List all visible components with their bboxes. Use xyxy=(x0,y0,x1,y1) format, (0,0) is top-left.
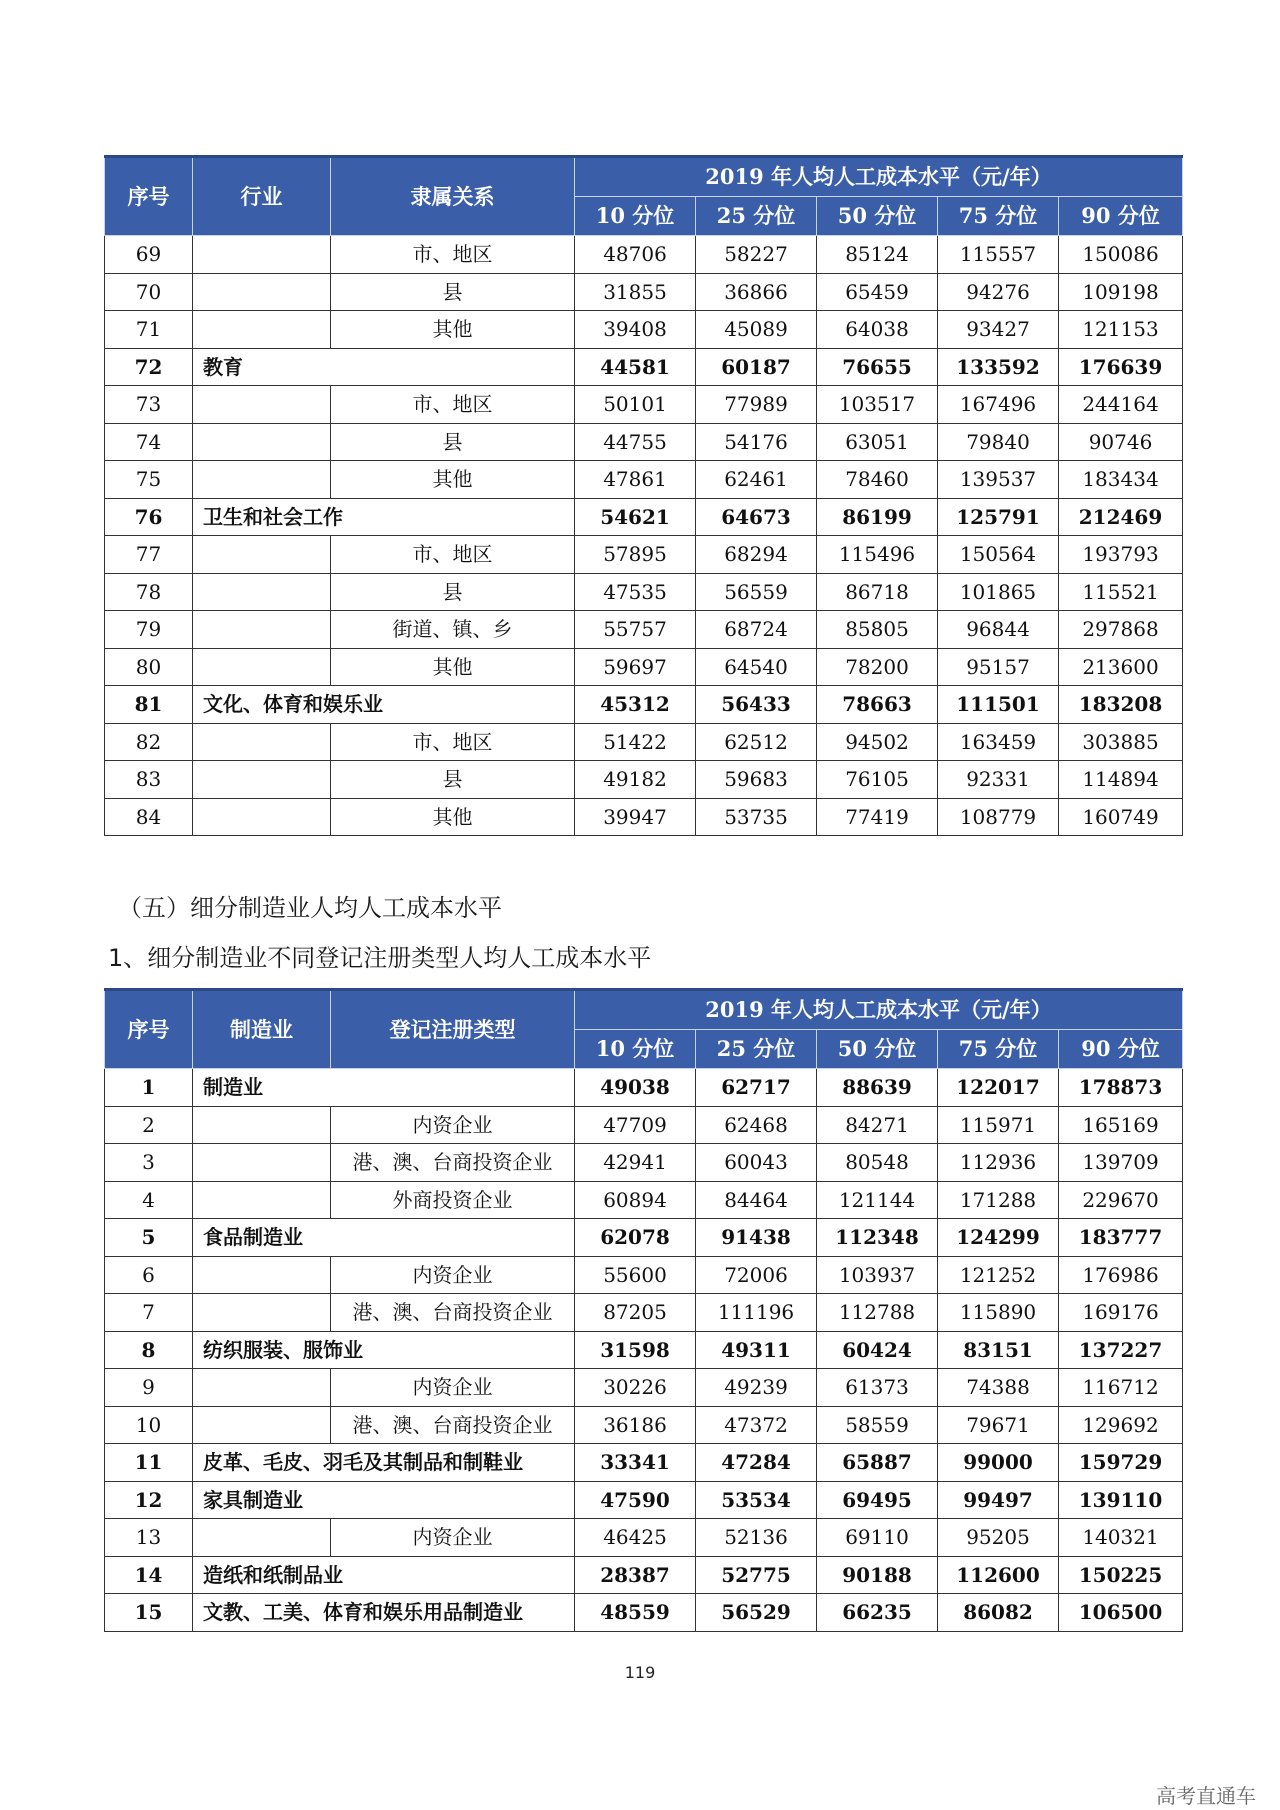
row-value-p25: 64540 xyxy=(696,648,817,686)
row-value-p10: 31855 xyxy=(575,273,696,311)
row-value-p10: 55600 xyxy=(575,1256,696,1294)
row-subcategory: 县 xyxy=(331,573,575,611)
row-value-p25: 54176 xyxy=(696,423,817,461)
row-subcategory: 县 xyxy=(331,423,575,461)
row-industry: 纺织服装、服饰业 xyxy=(193,1331,575,1369)
row-value-p50: 77419 xyxy=(817,798,938,836)
row-value-p25: 68294 xyxy=(696,536,817,574)
row-value-p90: 193793 xyxy=(1059,536,1183,574)
row-industry-empty xyxy=(193,761,331,799)
row-value-p50: 64038 xyxy=(817,311,938,349)
row-industry-empty xyxy=(193,311,331,349)
table-row xyxy=(105,1069,1183,1107)
row-value-p50: 78460 xyxy=(817,461,938,499)
table-row xyxy=(105,1256,1183,1294)
row-industry-empty xyxy=(193,273,331,311)
header-p25: 25 分位 xyxy=(696,197,817,236)
table-row xyxy=(105,536,1183,574)
row-industry-empty xyxy=(193,1181,331,1219)
row-subcategory: 内资企业 xyxy=(331,1369,575,1407)
table-row xyxy=(105,1594,1183,1632)
table-row xyxy=(105,798,1183,836)
row-seq: 74 xyxy=(105,423,193,461)
row-value-p25: 84464 xyxy=(696,1181,817,1219)
row-value-p10: 28387 xyxy=(575,1556,696,1594)
row-seq: 14 xyxy=(105,1556,193,1594)
row-value-p10: 42941 xyxy=(575,1144,696,1182)
row-industry-empty xyxy=(193,1144,331,1182)
row-value-p10: 59697 xyxy=(575,648,696,686)
row-value-p75: 83151 xyxy=(938,1331,1059,1369)
row-value-p10: 54621 xyxy=(575,498,696,536)
row-seq: 9 xyxy=(105,1369,193,1407)
row-seq: 10 xyxy=(105,1406,193,1444)
row-value-p75: 115557 xyxy=(938,236,1059,274)
section-title: （五）细分制造业人均人工成本水平 xyxy=(118,894,502,922)
row-value-p10: 44581 xyxy=(575,348,696,386)
row-value-p90: 116712 xyxy=(1059,1369,1183,1407)
row-industry: 食品制造业 xyxy=(193,1219,575,1257)
row-value-p25: 47284 xyxy=(696,1444,817,1482)
table-row xyxy=(105,1144,1183,1182)
row-value-p10: 60894 xyxy=(575,1181,696,1219)
row-value-p10: 48559 xyxy=(575,1594,696,1632)
row-industry-empty xyxy=(193,648,331,686)
row-subcategory: 港、澳、台商投资企业 xyxy=(331,1294,575,1332)
row-value-p25: 56559 xyxy=(696,573,817,611)
row-value-p50: 65459 xyxy=(817,273,938,311)
row-seq: 78 xyxy=(105,573,193,611)
row-value-p50: 121144 xyxy=(817,1181,938,1219)
row-industry-empty xyxy=(193,798,331,836)
row-value-p25: 52775 xyxy=(696,1556,817,1594)
row-value-p10: 47535 xyxy=(575,573,696,611)
row-value-p75: 74388 xyxy=(938,1369,1059,1407)
row-seq: 72 xyxy=(105,348,193,386)
row-value-p75: 95157 xyxy=(938,648,1059,686)
row-value-p75: 163459 xyxy=(938,723,1059,761)
row-subcategory: 市、地区 xyxy=(331,236,575,274)
row-value-p90: 114894 xyxy=(1059,761,1183,799)
row-value-p75: 171288 xyxy=(938,1181,1059,1219)
row-value-p75: 96844 xyxy=(938,611,1059,649)
row-seq: 3 xyxy=(105,1144,193,1182)
row-value-p90: 297868 xyxy=(1059,611,1183,649)
row-value-p90: 139709 xyxy=(1059,1144,1183,1182)
row-subcategory: 其他 xyxy=(331,311,575,349)
row-value-p90: 150086 xyxy=(1059,236,1183,274)
row-value-p90: 106500 xyxy=(1059,1594,1183,1632)
table-row xyxy=(105,648,1183,686)
row-industry-empty xyxy=(193,1406,331,1444)
watermark-text: 高考直通车 xyxy=(1156,1784,1256,1808)
row-value-p50: 76105 xyxy=(817,761,938,799)
row-value-p90: 129692 xyxy=(1059,1406,1183,1444)
row-subcategory: 市、地区 xyxy=(331,386,575,424)
row-value-p75: 99000 xyxy=(938,1444,1059,1482)
row-subcategory: 其他 xyxy=(331,648,575,686)
row-value-p10: 57895 xyxy=(575,536,696,574)
row-industry-empty xyxy=(193,1294,331,1332)
row-industry-empty xyxy=(193,573,331,611)
row-value-p90: 176639 xyxy=(1059,348,1183,386)
row-seq: 12 xyxy=(105,1481,193,1519)
row-seq: 82 xyxy=(105,723,193,761)
row-value-p90: 303885 xyxy=(1059,723,1183,761)
row-industry-empty xyxy=(193,1369,331,1407)
row-value-p90: 109198 xyxy=(1059,273,1183,311)
row-seq: 79 xyxy=(105,611,193,649)
row-value-p75: 121252 xyxy=(938,1256,1059,1294)
row-value-p90: 165169 xyxy=(1059,1106,1183,1144)
row-seq: 71 xyxy=(105,311,193,349)
table-row xyxy=(105,386,1183,424)
table-body xyxy=(105,236,1183,836)
table-row xyxy=(105,1556,1183,1594)
row-value-p10: 46425 xyxy=(575,1519,696,1557)
row-value-p90: 121153 xyxy=(1059,311,1183,349)
row-value-p10: 39408 xyxy=(575,311,696,349)
row-industry-empty xyxy=(193,723,331,761)
row-value-p75: 112936 xyxy=(938,1144,1059,1182)
table-row xyxy=(105,573,1183,611)
row-value-p90: 183208 xyxy=(1059,686,1183,724)
row-value-p90: 183434 xyxy=(1059,461,1183,499)
row-value-p75: 139537 xyxy=(938,461,1059,499)
header-group: 2019 年人均人工成本水平（元/年） xyxy=(575,157,1183,197)
row-seq: 8 xyxy=(105,1331,193,1369)
row-value-p10: 51422 xyxy=(575,723,696,761)
header-relation: 登记注册类型 xyxy=(331,990,575,1069)
row-value-p90: 183777 xyxy=(1059,1219,1183,1257)
row-value-p90: 212469 xyxy=(1059,498,1183,536)
row-subcategory: 港、澳、台商投资企业 xyxy=(331,1144,575,1182)
row-value-p25: 36866 xyxy=(696,273,817,311)
row-value-p50: 112788 xyxy=(817,1294,938,1332)
row-subcategory: 街道、镇、乡 xyxy=(331,611,575,649)
row-seq: 69 xyxy=(105,236,193,274)
row-industry-empty xyxy=(193,1256,331,1294)
table-row xyxy=(105,236,1183,274)
table-row xyxy=(105,1444,1183,1482)
header-p75: 75 分位 xyxy=(938,1030,1059,1069)
row-value-p90: 115521 xyxy=(1059,573,1183,611)
table-row xyxy=(105,311,1183,349)
row-subcategory: 县 xyxy=(331,761,575,799)
row-value-p25: 62717 xyxy=(696,1069,817,1107)
row-value-p10: 48706 xyxy=(575,236,696,274)
row-value-p90: 140321 xyxy=(1059,1519,1183,1557)
header-p50: 50 分位 xyxy=(817,197,938,236)
row-value-p10: 45312 xyxy=(575,686,696,724)
row-value-p10: 44755 xyxy=(575,423,696,461)
row-value-p90: 169176 xyxy=(1059,1294,1183,1332)
row-industry-empty xyxy=(193,1106,331,1144)
row-value-p50: 69110 xyxy=(817,1519,938,1557)
row-value-p50: 58559 xyxy=(817,1406,938,1444)
row-value-p75: 79671 xyxy=(938,1406,1059,1444)
row-seq: 83 xyxy=(105,761,193,799)
row-value-p25: 47372 xyxy=(696,1406,817,1444)
row-value-p10: 62078 xyxy=(575,1219,696,1257)
row-value-p10: 39947 xyxy=(575,798,696,836)
row-value-p25: 45089 xyxy=(696,311,817,349)
table-row xyxy=(105,1519,1183,1557)
row-seq: 11 xyxy=(105,1444,193,1482)
row-value-p50: 88639 xyxy=(817,1069,938,1107)
table-row xyxy=(105,273,1183,311)
header-relation: 隶属关系 xyxy=(331,157,575,236)
row-seq: 80 xyxy=(105,648,193,686)
row-value-p10: 47590 xyxy=(575,1481,696,1519)
row-value-p90: 244164 xyxy=(1059,386,1183,424)
row-seq: 13 xyxy=(105,1519,193,1557)
row-value-p10: 49182 xyxy=(575,761,696,799)
table-row xyxy=(105,1181,1183,1219)
row-value-p50: 86718 xyxy=(817,573,938,611)
row-subcategory: 其他 xyxy=(331,798,575,836)
table-row xyxy=(105,1331,1183,1369)
row-industry-empty xyxy=(193,536,331,574)
row-value-p75: 95205 xyxy=(938,1519,1059,1557)
row-seq: 84 xyxy=(105,798,193,836)
row-subcategory: 港、澳、台商投资企业 xyxy=(331,1406,575,1444)
row-value-p10: 49038 xyxy=(575,1069,696,1107)
row-industry: 文化、体育和娱乐业 xyxy=(193,686,575,724)
page-number: 119 xyxy=(624,1663,656,1682)
row-seq: 77 xyxy=(105,536,193,574)
table-row xyxy=(105,611,1183,649)
row-value-p90: 176986 xyxy=(1059,1256,1183,1294)
header-seq: 序号 xyxy=(105,157,193,236)
row-value-p75: 94276 xyxy=(938,273,1059,311)
row-seq: 81 xyxy=(105,686,193,724)
row-value-p90: 159729 xyxy=(1059,1444,1183,1482)
row-value-p10: 50101 xyxy=(575,386,696,424)
row-value-p50: 84271 xyxy=(817,1106,938,1144)
row-seq: 4 xyxy=(105,1181,193,1219)
row-seq: 76 xyxy=(105,498,193,536)
header-seq: 序号 xyxy=(105,990,193,1069)
row-value-p50: 115496 xyxy=(817,536,938,574)
row-value-p25: 49239 xyxy=(696,1369,817,1407)
row-industry-empty xyxy=(193,236,331,274)
row-value-p75: 79840 xyxy=(938,423,1059,461)
row-value-p90: 213600 xyxy=(1059,648,1183,686)
header-p25: 25 分位 xyxy=(696,1030,817,1069)
row-seq: 75 xyxy=(105,461,193,499)
table-row xyxy=(105,1294,1183,1332)
row-value-p90: 178873 xyxy=(1059,1069,1183,1107)
row-value-p75: 115971 xyxy=(938,1106,1059,1144)
row-seq: 7 xyxy=(105,1294,193,1332)
row-value-p75: 133592 xyxy=(938,348,1059,386)
row-value-p50: 103517 xyxy=(817,386,938,424)
table-row xyxy=(105,723,1183,761)
header-industry: 行业 xyxy=(193,157,331,236)
row-industry-empty xyxy=(193,611,331,649)
row-value-p75: 122017 xyxy=(938,1069,1059,1107)
row-subcategory: 外商投资企业 xyxy=(331,1181,575,1219)
row-value-p90: 137227 xyxy=(1059,1331,1183,1369)
row-value-p75: 150564 xyxy=(938,536,1059,574)
row-value-p25: 77989 xyxy=(696,386,817,424)
row-value-p50: 78200 xyxy=(817,648,938,686)
row-value-p25: 62468 xyxy=(696,1106,817,1144)
table-row xyxy=(105,1106,1183,1144)
row-value-p25: 60187 xyxy=(696,348,817,386)
row-industry-empty xyxy=(193,1519,331,1557)
row-value-p75: 124299 xyxy=(938,1219,1059,1257)
row-value-p75: 111501 xyxy=(938,686,1059,724)
row-value-p10: 47709 xyxy=(575,1106,696,1144)
row-value-p50: 85805 xyxy=(817,611,938,649)
header-p10: 10 分位 xyxy=(575,1030,696,1069)
row-value-p25: 56433 xyxy=(696,686,817,724)
row-value-p25: 111196 xyxy=(696,1294,817,1332)
row-value-p90: 229670 xyxy=(1059,1181,1183,1219)
table-row xyxy=(105,1481,1183,1519)
row-value-p50: 112348 xyxy=(817,1219,938,1257)
row-value-p10: 30226 xyxy=(575,1369,696,1407)
row-value-p50: 94502 xyxy=(817,723,938,761)
row-industry-empty xyxy=(193,386,331,424)
row-value-p50: 60424 xyxy=(817,1331,938,1369)
row-value-p10: 33341 xyxy=(575,1444,696,1482)
row-subcategory: 内资企业 xyxy=(331,1256,575,1294)
table-row xyxy=(105,1406,1183,1444)
row-value-p25: 56529 xyxy=(696,1594,817,1632)
table-row xyxy=(105,423,1183,461)
row-value-p10: 36186 xyxy=(575,1406,696,1444)
row-industry: 卫生和社会工作 xyxy=(193,498,575,536)
row-value-p25: 91438 xyxy=(696,1219,817,1257)
row-value-p75: 108779 xyxy=(938,798,1059,836)
row-industry: 文教、工美、体育和娱乐用品制造业 xyxy=(193,1594,575,1632)
row-subcategory: 内资企业 xyxy=(331,1519,575,1557)
row-value-p90: 139110 xyxy=(1059,1481,1183,1519)
row-value-p25: 49311 xyxy=(696,1331,817,1369)
row-value-p10: 87205 xyxy=(575,1294,696,1332)
row-value-p25: 53735 xyxy=(696,798,817,836)
row-value-p75: 125791 xyxy=(938,498,1059,536)
row-subcategory: 市、地区 xyxy=(331,723,575,761)
header-industry: 制造业 xyxy=(193,990,331,1069)
row-industry-empty xyxy=(193,461,331,499)
row-value-p50: 69495 xyxy=(817,1481,938,1519)
row-seq: 6 xyxy=(105,1256,193,1294)
row-value-p50: 90188 xyxy=(817,1556,938,1594)
row-value-p50: 63051 xyxy=(817,423,938,461)
row-seq: 73 xyxy=(105,386,193,424)
section-subtitle: 1、细分制造业不同登记注册类型人均人工成本水平 xyxy=(108,944,652,972)
row-value-p75: 93427 xyxy=(938,311,1059,349)
row-value-p90: 160749 xyxy=(1059,798,1183,836)
row-value-p75: 167496 xyxy=(938,386,1059,424)
row-value-p75: 112600 xyxy=(938,1556,1059,1594)
row-seq: 70 xyxy=(105,273,193,311)
header-p50: 50 分位 xyxy=(817,1030,938,1069)
row-value-p50: 65887 xyxy=(817,1444,938,1482)
row-value-p25: 60043 xyxy=(696,1144,817,1182)
cost-table-manufacturing xyxy=(104,988,1183,1632)
cost-table-industry xyxy=(104,155,1183,836)
row-industry: 皮革、毛皮、羽毛及其制品和制鞋业 xyxy=(193,1444,575,1482)
row-value-p25: 68724 xyxy=(696,611,817,649)
row-value-p25: 62512 xyxy=(696,723,817,761)
row-value-p50: 76655 xyxy=(817,348,938,386)
header-group: 2019 年人均人工成本水平（元/年） xyxy=(575,990,1183,1030)
row-value-p10: 31598 xyxy=(575,1331,696,1369)
row-subcategory: 内资企业 xyxy=(331,1106,575,1144)
table-row xyxy=(105,761,1183,799)
row-industry: 造纸和纸制品业 xyxy=(193,1556,575,1594)
row-value-p50: 61373 xyxy=(817,1369,938,1407)
row-seq: 2 xyxy=(105,1106,193,1144)
row-value-p75: 99497 xyxy=(938,1481,1059,1519)
row-value-p25: 59683 xyxy=(696,761,817,799)
table-row xyxy=(105,498,1183,536)
row-value-p50: 66235 xyxy=(817,1594,938,1632)
table-row xyxy=(105,1369,1183,1407)
row-industry: 制造业 xyxy=(193,1069,575,1107)
row-value-p50: 86199 xyxy=(817,498,938,536)
row-seq: 5 xyxy=(105,1219,193,1257)
row-seq: 1 xyxy=(105,1069,193,1107)
row-industry: 家具制造业 xyxy=(193,1481,575,1519)
table-row xyxy=(105,461,1183,499)
header-p75: 75 分位 xyxy=(938,197,1059,236)
header-p10: 10 分位 xyxy=(575,197,696,236)
table-body xyxy=(105,1069,1183,1632)
row-value-p25: 53534 xyxy=(696,1481,817,1519)
table-row xyxy=(105,686,1183,724)
row-value-p75: 101865 xyxy=(938,573,1059,611)
row-value-p25: 72006 xyxy=(696,1256,817,1294)
table-row xyxy=(105,348,1183,386)
row-industry-empty xyxy=(193,423,331,461)
row-value-p10: 55757 xyxy=(575,611,696,649)
table-row xyxy=(105,1219,1183,1257)
row-value-p75: 115890 xyxy=(938,1294,1059,1332)
row-value-p25: 62461 xyxy=(696,461,817,499)
row-subcategory: 县 xyxy=(331,273,575,311)
row-value-p75: 92331 xyxy=(938,761,1059,799)
row-value-p50: 78663 xyxy=(817,686,938,724)
row-industry: 教育 xyxy=(193,348,575,386)
row-value-p50: 103937 xyxy=(817,1256,938,1294)
header-p90: 90 分位 xyxy=(1059,197,1183,236)
row-value-p25: 52136 xyxy=(696,1519,817,1557)
row-subcategory: 市、地区 xyxy=(331,536,575,574)
row-value-p50: 85124 xyxy=(817,236,938,274)
row-value-p50: 80548 xyxy=(817,1144,938,1182)
row-seq: 15 xyxy=(105,1594,193,1632)
row-value-p25: 64673 xyxy=(696,498,817,536)
row-value-p75: 86082 xyxy=(938,1594,1059,1632)
row-value-p10: 47861 xyxy=(575,461,696,499)
row-subcategory: 其他 xyxy=(331,461,575,499)
row-value-p25: 58227 xyxy=(696,236,817,274)
row-value-p90: 90746 xyxy=(1059,423,1183,461)
row-value-p90: 150225 xyxy=(1059,1556,1183,1594)
header-p90: 90 分位 xyxy=(1059,1030,1183,1069)
